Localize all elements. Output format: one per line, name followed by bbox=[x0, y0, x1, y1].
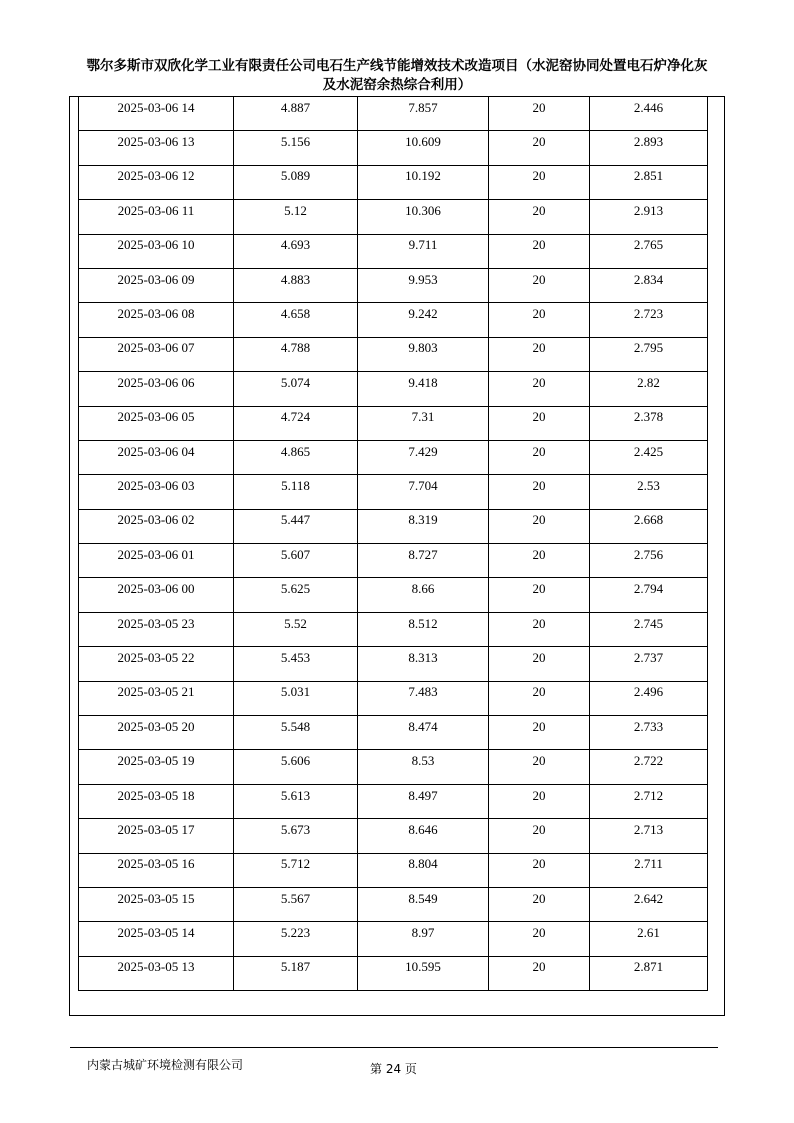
table-row bbox=[79, 97, 708, 131]
table-row bbox=[79, 165, 708, 199]
value-cell-2: 8.549 bbox=[358, 887, 489, 921]
value-cell-3: 20 bbox=[489, 819, 590, 853]
value-cell-4: 2.378 bbox=[590, 406, 708, 440]
value-cell-1: 5.089 bbox=[234, 165, 358, 199]
value-cell-4: 2.913 bbox=[590, 200, 708, 234]
value-cell-2: 7.429 bbox=[358, 440, 489, 474]
value-cell-1: 5.625 bbox=[234, 578, 358, 612]
value-cell-2: 7.704 bbox=[358, 475, 489, 509]
value-cell-3: 20 bbox=[489, 440, 590, 474]
table-row bbox=[79, 922, 708, 956]
table-row bbox=[79, 440, 708, 474]
value-cell-3: 20 bbox=[489, 922, 590, 956]
value-cell-1: 5.223 bbox=[234, 922, 358, 956]
value-cell-4: 2.642 bbox=[590, 887, 708, 921]
table-row bbox=[79, 131, 708, 165]
value-cell-4: 2.795 bbox=[590, 337, 708, 371]
value-cell-4: 2.851 bbox=[590, 165, 708, 199]
table-row bbox=[79, 303, 708, 337]
time-cell: 2025-03-06 02 bbox=[79, 509, 234, 543]
value-cell-1: 4.887 bbox=[234, 97, 358, 131]
value-cell-2: 10.192 bbox=[358, 165, 489, 199]
page-number: 第 24 页 bbox=[370, 1062, 417, 1076]
value-cell-3: 20 bbox=[489, 165, 590, 199]
table-row bbox=[79, 853, 708, 887]
time-cell: 2025-03-05 13 bbox=[79, 956, 234, 990]
table-row bbox=[79, 406, 708, 440]
value-cell-4: 2.765 bbox=[590, 234, 708, 268]
value-cell-2: 8.646 bbox=[358, 819, 489, 853]
table-row bbox=[79, 475, 708, 509]
value-cell-3: 20 bbox=[489, 853, 590, 887]
value-cell-1: 5.712 bbox=[234, 853, 358, 887]
value-cell-2: 7.483 bbox=[358, 681, 489, 715]
table-row bbox=[79, 268, 708, 302]
value-cell-3: 20 bbox=[489, 647, 590, 681]
value-cell-3: 20 bbox=[489, 475, 590, 509]
table-row bbox=[79, 234, 708, 268]
value-cell-2: 8.497 bbox=[358, 784, 489, 818]
value-cell-1: 5.074 bbox=[234, 372, 358, 406]
value-cell-1: 4.865 bbox=[234, 440, 358, 474]
value-cell-4: 2.713 bbox=[590, 819, 708, 853]
time-cell: 2025-03-06 14 bbox=[79, 97, 234, 131]
value-cell-2: 8.53 bbox=[358, 750, 489, 784]
time-cell: 2025-03-06 11 bbox=[79, 200, 234, 234]
table-row bbox=[79, 956, 708, 990]
value-cell-1: 4.724 bbox=[234, 406, 358, 440]
value-cell-1: 5.12 bbox=[234, 200, 358, 234]
value-cell-4: 2.61 bbox=[590, 922, 708, 956]
time-cell: 2025-03-06 05 bbox=[79, 406, 234, 440]
value-cell-3: 20 bbox=[489, 681, 590, 715]
time-cell: 2025-03-05 14 bbox=[79, 922, 234, 956]
value-cell-3: 20 bbox=[489, 131, 590, 165]
time-cell: 2025-03-06 09 bbox=[79, 268, 234, 302]
value-cell-2: 8.512 bbox=[358, 612, 489, 646]
value-cell-4: 2.668 bbox=[590, 509, 708, 543]
value-cell-4: 2.446 bbox=[590, 97, 708, 131]
value-cell-1: 5.673 bbox=[234, 819, 358, 853]
time-cell: 2025-03-06 12 bbox=[79, 165, 234, 199]
value-cell-4: 2.737 bbox=[590, 647, 708, 681]
time-cell: 2025-03-05 22 bbox=[79, 647, 234, 681]
time-cell: 2025-03-06 01 bbox=[79, 544, 234, 578]
value-cell-2: 9.711 bbox=[358, 234, 489, 268]
table-row bbox=[79, 887, 708, 921]
value-cell-1: 5.031 bbox=[234, 681, 358, 715]
value-cell-4: 2.834 bbox=[590, 268, 708, 302]
value-cell-4: 2.733 bbox=[590, 716, 708, 750]
value-cell-2: 9.803 bbox=[358, 337, 489, 371]
value-cell-3: 20 bbox=[489, 887, 590, 921]
value-cell-4: 2.425 bbox=[590, 440, 708, 474]
time-cell: 2025-03-06 03 bbox=[79, 475, 234, 509]
value-cell-3: 20 bbox=[489, 750, 590, 784]
value-cell-3: 20 bbox=[489, 234, 590, 268]
document-header bbox=[70, 57, 724, 95]
time-cell: 2025-03-06 13 bbox=[79, 131, 234, 165]
value-cell-4: 2.496 bbox=[590, 681, 708, 715]
value-cell-1: 5.118 bbox=[234, 475, 358, 509]
value-cell-3: 20 bbox=[489, 578, 590, 612]
table-row bbox=[79, 612, 708, 646]
value-cell-1: 5.52 bbox=[234, 612, 358, 646]
value-cell-1: 4.788 bbox=[234, 337, 358, 371]
value-cell-4: 2.711 bbox=[590, 853, 708, 887]
footer-company-name: 内蒙古城矿环境检测有限公司 bbox=[87, 1058, 244, 1072]
value-cell-1: 5.613 bbox=[234, 784, 358, 818]
value-cell-3: 20 bbox=[489, 268, 590, 302]
value-cell-2: 8.313 bbox=[358, 647, 489, 681]
value-cell-2: 8.319 bbox=[358, 509, 489, 543]
table-row bbox=[79, 819, 708, 853]
table-row bbox=[79, 509, 708, 543]
value-cell-2: 8.97 bbox=[358, 922, 489, 956]
value-cell-1: 5.606 bbox=[234, 750, 358, 784]
footer-divider bbox=[70, 1047, 718, 1048]
value-cell-4: 2.53 bbox=[590, 475, 708, 509]
time-cell: 2025-03-05 19 bbox=[79, 750, 234, 784]
value-cell-1: 5.453 bbox=[234, 647, 358, 681]
value-cell-1: 4.658 bbox=[234, 303, 358, 337]
table-row bbox=[79, 544, 708, 578]
value-cell-1: 5.156 bbox=[234, 131, 358, 165]
header-title-line-1: 鄂尔多斯市双欣化学工业有限责任公司电石生产线节能增效技术改造项目（水泥窑协同处置电石炉净化灰 bbox=[86, 58, 708, 74]
value-cell-3: 20 bbox=[489, 97, 590, 131]
value-cell-4: 2.794 bbox=[590, 578, 708, 612]
value-cell-2: 10.609 bbox=[358, 131, 489, 165]
value-cell-3: 20 bbox=[489, 200, 590, 234]
value-cell-2: 9.242 bbox=[358, 303, 489, 337]
value-cell-2: 8.474 bbox=[358, 716, 489, 750]
time-cell: 2025-03-06 00 bbox=[79, 578, 234, 612]
value-cell-2: 10.595 bbox=[358, 956, 489, 990]
time-cell: 2025-03-06 04 bbox=[79, 440, 234, 474]
value-cell-3: 20 bbox=[489, 544, 590, 578]
table-row bbox=[79, 578, 708, 612]
time-cell: 2025-03-05 16 bbox=[79, 853, 234, 887]
value-cell-1: 4.693 bbox=[234, 234, 358, 268]
value-cell-1: 5.607 bbox=[234, 544, 358, 578]
table-row bbox=[79, 200, 708, 234]
value-cell-3: 20 bbox=[489, 509, 590, 543]
value-cell-1: 5.567 bbox=[234, 887, 358, 921]
value-cell-2: 7.857 bbox=[358, 97, 489, 131]
value-cell-1: 4.883 bbox=[234, 268, 358, 302]
time-cell: 2025-03-05 23 bbox=[79, 612, 234, 646]
value-cell-1: 5.447 bbox=[234, 509, 358, 543]
header-title-line-2: 及水泥窑余热综合利用） bbox=[322, 77, 472, 93]
value-cell-4: 2.756 bbox=[590, 544, 708, 578]
value-cell-2: 9.418 bbox=[358, 372, 489, 406]
time-cell: 2025-03-05 15 bbox=[79, 887, 234, 921]
table-row bbox=[79, 784, 708, 818]
time-cell: 2025-03-06 10 bbox=[79, 234, 234, 268]
value-cell-2: 10.306 bbox=[358, 200, 489, 234]
value-cell-3: 20 bbox=[489, 337, 590, 371]
time-cell: 2025-03-05 21 bbox=[79, 681, 234, 715]
time-cell: 2025-03-06 07 bbox=[79, 337, 234, 371]
value-cell-4: 2.745 bbox=[590, 612, 708, 646]
value-cell-4: 2.723 bbox=[590, 303, 708, 337]
time-cell: 2025-03-06 06 bbox=[79, 372, 234, 406]
time-cell: 2025-03-05 20 bbox=[79, 716, 234, 750]
time-cell: 2025-03-05 17 bbox=[79, 819, 234, 853]
value-cell-2: 7.31 bbox=[358, 406, 489, 440]
value-cell-3: 20 bbox=[489, 406, 590, 440]
monitoring-data-table bbox=[78, 96, 708, 991]
value-cell-2: 8.66 bbox=[358, 578, 489, 612]
value-cell-1: 5.187 bbox=[234, 956, 358, 990]
table-row bbox=[79, 716, 708, 750]
table-row bbox=[79, 337, 708, 371]
value-cell-2: 8.727 bbox=[358, 544, 489, 578]
value-cell-3: 20 bbox=[489, 784, 590, 818]
value-cell-4: 2.82 bbox=[590, 372, 708, 406]
value-cell-3: 20 bbox=[489, 372, 590, 406]
time-cell: 2025-03-06 08 bbox=[79, 303, 234, 337]
value-cell-1: 5.548 bbox=[234, 716, 358, 750]
table-row bbox=[79, 750, 708, 784]
value-cell-3: 20 bbox=[489, 716, 590, 750]
value-cell-3: 20 bbox=[489, 956, 590, 990]
value-cell-3: 20 bbox=[489, 303, 590, 337]
value-cell-4: 2.722 bbox=[590, 750, 708, 784]
value-cell-4: 2.712 bbox=[590, 784, 708, 818]
value-cell-4: 2.893 bbox=[590, 131, 708, 165]
value-cell-2: 8.804 bbox=[358, 853, 489, 887]
value-cell-3: 20 bbox=[489, 612, 590, 646]
table-row bbox=[79, 372, 708, 406]
table-row bbox=[79, 681, 708, 715]
value-cell-2: 9.953 bbox=[358, 268, 489, 302]
time-cell: 2025-03-05 18 bbox=[79, 784, 234, 818]
value-cell-4: 2.871 bbox=[590, 956, 708, 990]
table-row bbox=[79, 647, 708, 681]
